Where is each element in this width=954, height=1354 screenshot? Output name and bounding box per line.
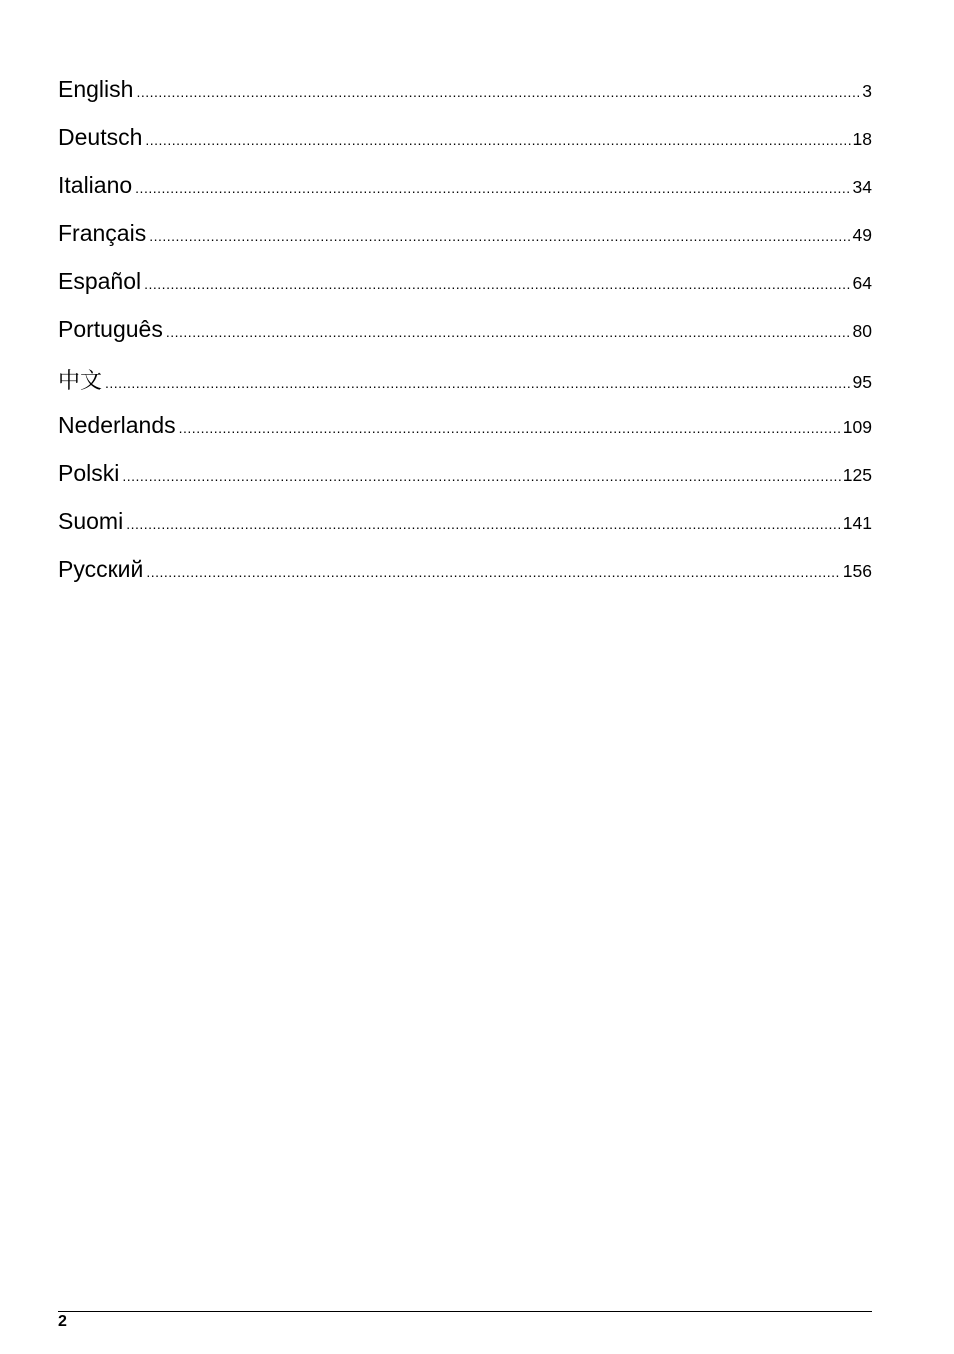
toc-entry-suomi[interactable] <box>58 508 872 556</box>
toc-entry-page: 3 <box>862 81 872 101</box>
toc-entry-label: Español <box>58 268 142 294</box>
toc-entry-page: 109 <box>842 417 872 437</box>
toc-entry-page: 49 <box>852 225 872 245</box>
toc-dot-leader <box>135 180 850 196</box>
toc-entry-francais[interactable] <box>58 220 872 268</box>
toc-entry-label: Polski <box>58 460 120 486</box>
toc-entry-label: Français <box>58 220 147 246</box>
toc-entry-page: 156 <box>842 561 872 581</box>
toc-entry-page: 80 <box>852 321 872 341</box>
toc-entry-label: English <box>58 76 134 102</box>
toc-entry-deutsch[interactable] <box>58 124 872 172</box>
toc-entry-page: 95 <box>852 372 872 392</box>
toc-entry-page: 125 <box>842 465 872 485</box>
toc-entry-label: Nederlands <box>58 412 176 438</box>
toc-entry-russian[interactable] <box>58 556 872 604</box>
toc-dot-leader <box>136 84 860 100</box>
toc-entry-portugues[interactable] <box>58 316 872 364</box>
toc-entry-italiano[interactable] <box>58 172 872 220</box>
footer-page-number: 2 <box>58 1313 67 1330</box>
toc-entry-chinese[interactable] <box>58 364 872 412</box>
toc-dot-leader <box>146 564 840 580</box>
toc-entry-page: 141 <box>842 513 872 533</box>
table-of-contents <box>58 76 872 604</box>
toc-dot-leader <box>126 516 841 532</box>
toc-entry-espanol[interactable] <box>58 268 872 316</box>
toc-dot-leader <box>179 420 841 436</box>
toc-dot-leader <box>144 276 850 292</box>
toc-entry-page: 34 <box>852 177 872 197</box>
toc-dot-leader <box>122 468 840 484</box>
toc-entry-label: Italiano <box>58 172 133 198</box>
toc-entry-label: Deutsch <box>58 124 143 150</box>
toc-dot-leader <box>166 324 851 340</box>
toc-dot-leader <box>105 375 851 391</box>
toc-entry-label: Suomi <box>58 508 124 534</box>
toc-dot-leader <box>145 132 850 148</box>
toc-entry-page: 18 <box>852 129 872 149</box>
toc-entry-label: Русский <box>58 556 144 582</box>
toc-entry-label: 中文 <box>58 369 103 394</box>
toc-entry-nederlands[interactable] <box>58 412 872 460</box>
toc-entry-polski[interactable] <box>58 460 872 508</box>
toc-entry-label: Português <box>58 316 163 342</box>
toc-dot-leader <box>149 228 850 244</box>
toc-entry-english[interactable] <box>58 76 872 124</box>
toc-entry-page: 64 <box>852 273 872 293</box>
footer-divider <box>58 1311 872 1312</box>
